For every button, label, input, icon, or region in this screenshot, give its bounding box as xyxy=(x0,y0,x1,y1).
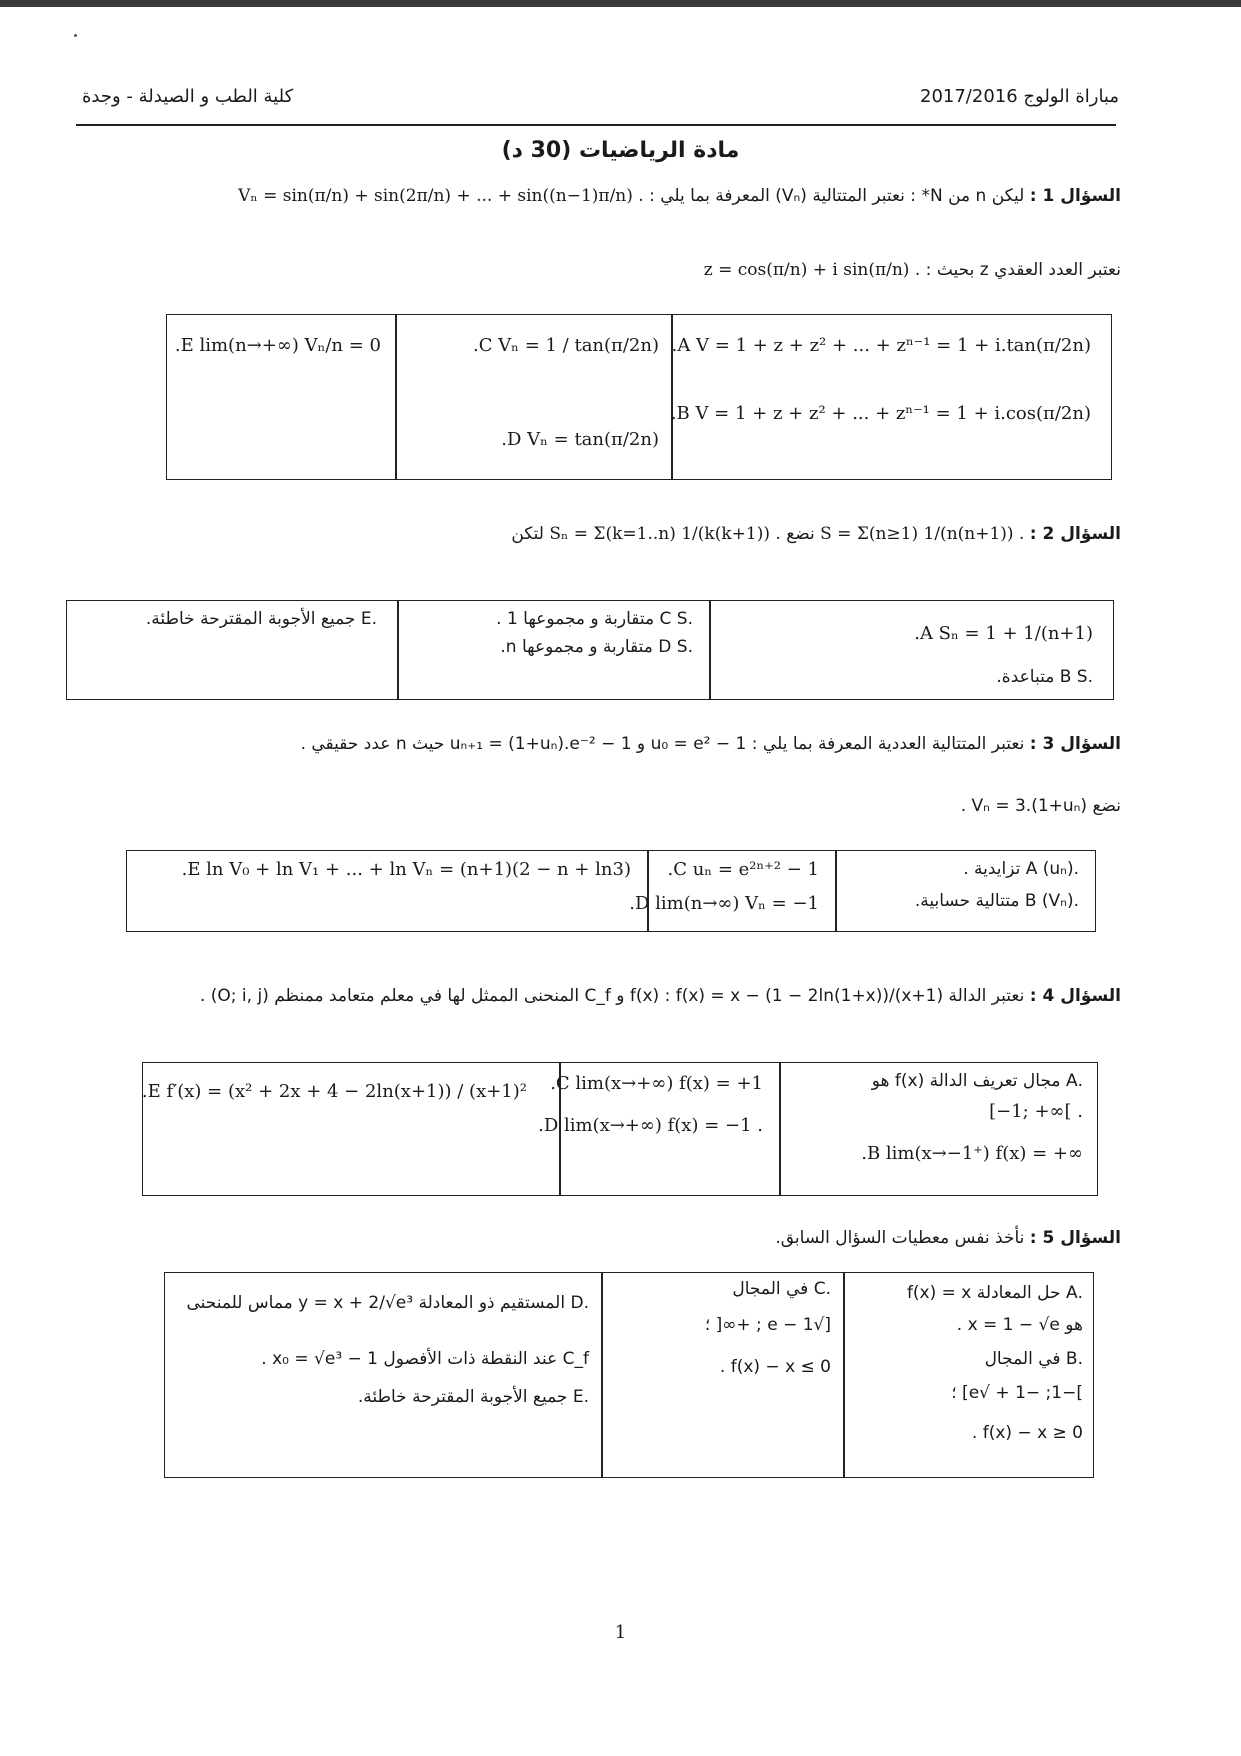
q5-option-c: .C في المجال xyxy=(732,1279,831,1299)
q3-option-d: .D lim(n→∞) Vₙ = −1 xyxy=(629,893,819,914)
header-divider xyxy=(76,124,1116,126)
page-number: 1 xyxy=(614,1622,627,1643)
q5-label: السؤال 5 : xyxy=(1029,1228,1121,1248)
q1-options-table xyxy=(166,314,1112,480)
q5-option-a: .A حل المعادلة f(x) = x xyxy=(906,1283,1083,1303)
q5-option-e: .E جميع الأجوبة المقترحة خاطئة. xyxy=(357,1387,589,1407)
q3-option-e: .E ln V₀ + ln V₁ + ... + ln Vₙ = (n+1)(2 − n + ln3) xyxy=(181,859,631,880)
header-left: كلية الطب و الصيدلة - وجدة xyxy=(82,86,294,107)
q2-option-c: .C S متقاربة و مجموعها 1 . xyxy=(496,609,693,629)
q1-text2: نعتبر العدد العقدي z بحيث : xyxy=(925,260,1121,280)
scan-top-edge xyxy=(0,0,1241,7)
q1-option-a: .A V = 1 + z + z² + ... + zⁿ⁻¹ = 1 + i.tan(π/2n) xyxy=(671,335,1091,356)
table-divider xyxy=(647,851,649,931)
q4-statement xyxy=(200,986,1121,1006)
q4-option-a: .A مجال تعريف الدالة f(x) هو xyxy=(871,1071,1083,1091)
q4-option-c: .C lim(x→+∞) f(x) = +1 xyxy=(550,1073,763,1094)
q5-option-d: .D المستقيم ذو المعادلة y = x + 2/√e³ مماس للمنحنى xyxy=(186,1293,589,1313)
q2-option-b: .B S متباعدة. xyxy=(996,667,1093,687)
q1-text: ليكن n من N* : نعتبر المتتالية (Vₙ) المعرفة بما يلي : xyxy=(649,186,1025,206)
table-divider xyxy=(395,315,397,479)
table-divider xyxy=(709,601,711,699)
table-divider xyxy=(835,851,837,931)
q3-label: السؤال 3 : xyxy=(1029,734,1121,754)
q5-options-table xyxy=(164,1272,1094,1478)
q5-text: نأخذ نفس معطيات السؤال السابق. xyxy=(775,1228,1025,1248)
q5-option-c-interval: [√e − 1 ; +∞[ ؛ xyxy=(704,1315,831,1335)
q1-option-c: .C Vₙ = 1 / tan(π/2n) xyxy=(472,335,659,356)
q5-statement xyxy=(775,1228,1121,1248)
q5-option-a-result: هو x = 1 − √e . xyxy=(956,1315,1083,1335)
q5-option-c-inequality: f(x) − x ≤ 0 . xyxy=(719,1357,831,1377)
table-divider xyxy=(779,1063,781,1195)
table-divider xyxy=(601,1273,603,1477)
q2-option-a: .A Sₙ = 1 + 1/(n+1) xyxy=(914,623,1093,644)
q2-text: لتكن Sₙ = Σ(k=1..n) 1/(k(k+1)) . نضع S = Σ(n≥1) 1/(n(n+1)) . xyxy=(511,524,1025,544)
q1-option-d: .D Vₙ = tan(π/2n) xyxy=(501,429,659,450)
q5-option-b: .B في المجال xyxy=(984,1349,1083,1369)
q4-option-d: .D lim(x→+∞) f(x) = −1 . xyxy=(538,1115,763,1136)
q1-formula: Vₙ = sin(π/n) + sin(2π/n) + ... + sin((n−1)π/n) . xyxy=(238,186,644,206)
q2-options-table xyxy=(66,600,1114,700)
q4-option-e: .E f′(x) = (x² + 2x + 4 − 2ln(x+1)) / (x+1)² xyxy=(141,1081,527,1102)
page-title: مادة الرياضيات (30 د) xyxy=(501,138,740,163)
q4-text: نعتبر الدالة f(x) : f(x) = x − (1 − 2ln(1+x))/(x+1) و C_f المنحنى الممثل لها في معلم متعامد ممنظم (O; i, j) . xyxy=(199,986,1025,1006)
q3-statement-2: نضع Vₙ = 3.(1+uₙ) . xyxy=(960,796,1121,816)
q3-option-c: .C uₙ = e²ⁿ⁺² − 1 xyxy=(667,859,819,880)
q4-option-b: .B lim(x→−1⁺) f(x) = +∞ xyxy=(861,1143,1083,1164)
q3-option-a: .A (uₙ) تزايدية . xyxy=(963,859,1079,879)
q4-label: السؤال 4 : xyxy=(1029,986,1121,1006)
q5-option-b-inequality: f(x) − x ≥ 0 . xyxy=(971,1423,1083,1443)
q4-option-a-interval: [−1; +∞[ . xyxy=(989,1101,1083,1122)
q2-option-d: .D S متقاربة و مجموعها n. xyxy=(500,637,693,657)
q5-option-b-interval: ]−1; −1 + √e] ؛ xyxy=(951,1383,1083,1403)
q1-label: السؤال 1 : xyxy=(1029,186,1121,206)
q2-statement xyxy=(511,524,1121,544)
table-divider xyxy=(843,1273,845,1477)
q5-option-d-point: C_f عند النقطة ذات الأفصول x₀ = √e³ − 1 . xyxy=(261,1349,589,1369)
q4-options-table xyxy=(142,1062,1098,1196)
q2-label: السؤال 2 : xyxy=(1029,524,1121,544)
q1-option-b: .B V = 1 + z + z² + ... + zⁿ⁻¹ = 1 + i.cos(π/2n) xyxy=(670,403,1091,424)
q3-statement xyxy=(301,734,1121,754)
q1-statement-2 xyxy=(704,260,1121,280)
header-right: مباراة الولوج 2017/2016 xyxy=(920,86,1119,107)
q3-text: نعتبر المتتالية العددية المعرفة بما يلي : u₀ = e² − 1 و uₙ₊₁ = (1+uₙ).e⁻² − 1 حيث n عدد حقيقي . xyxy=(300,734,1025,754)
q2-option-e: .E جميع الأجوبة المقترحة خاطئة. xyxy=(145,609,377,629)
q3-option-b: .B (Vₙ) متتالية حسابية. xyxy=(914,891,1079,911)
q1-option-e: .E lim(n→+∞) Vₙ/n = 0 xyxy=(174,335,381,356)
table-divider xyxy=(397,601,399,699)
q1-statement xyxy=(238,186,1121,206)
scan-speck xyxy=(74,34,77,37)
q3-options-table xyxy=(126,850,1096,932)
q1-formula2: z = cos(π/n) + i sin(π/n) . xyxy=(703,260,921,280)
